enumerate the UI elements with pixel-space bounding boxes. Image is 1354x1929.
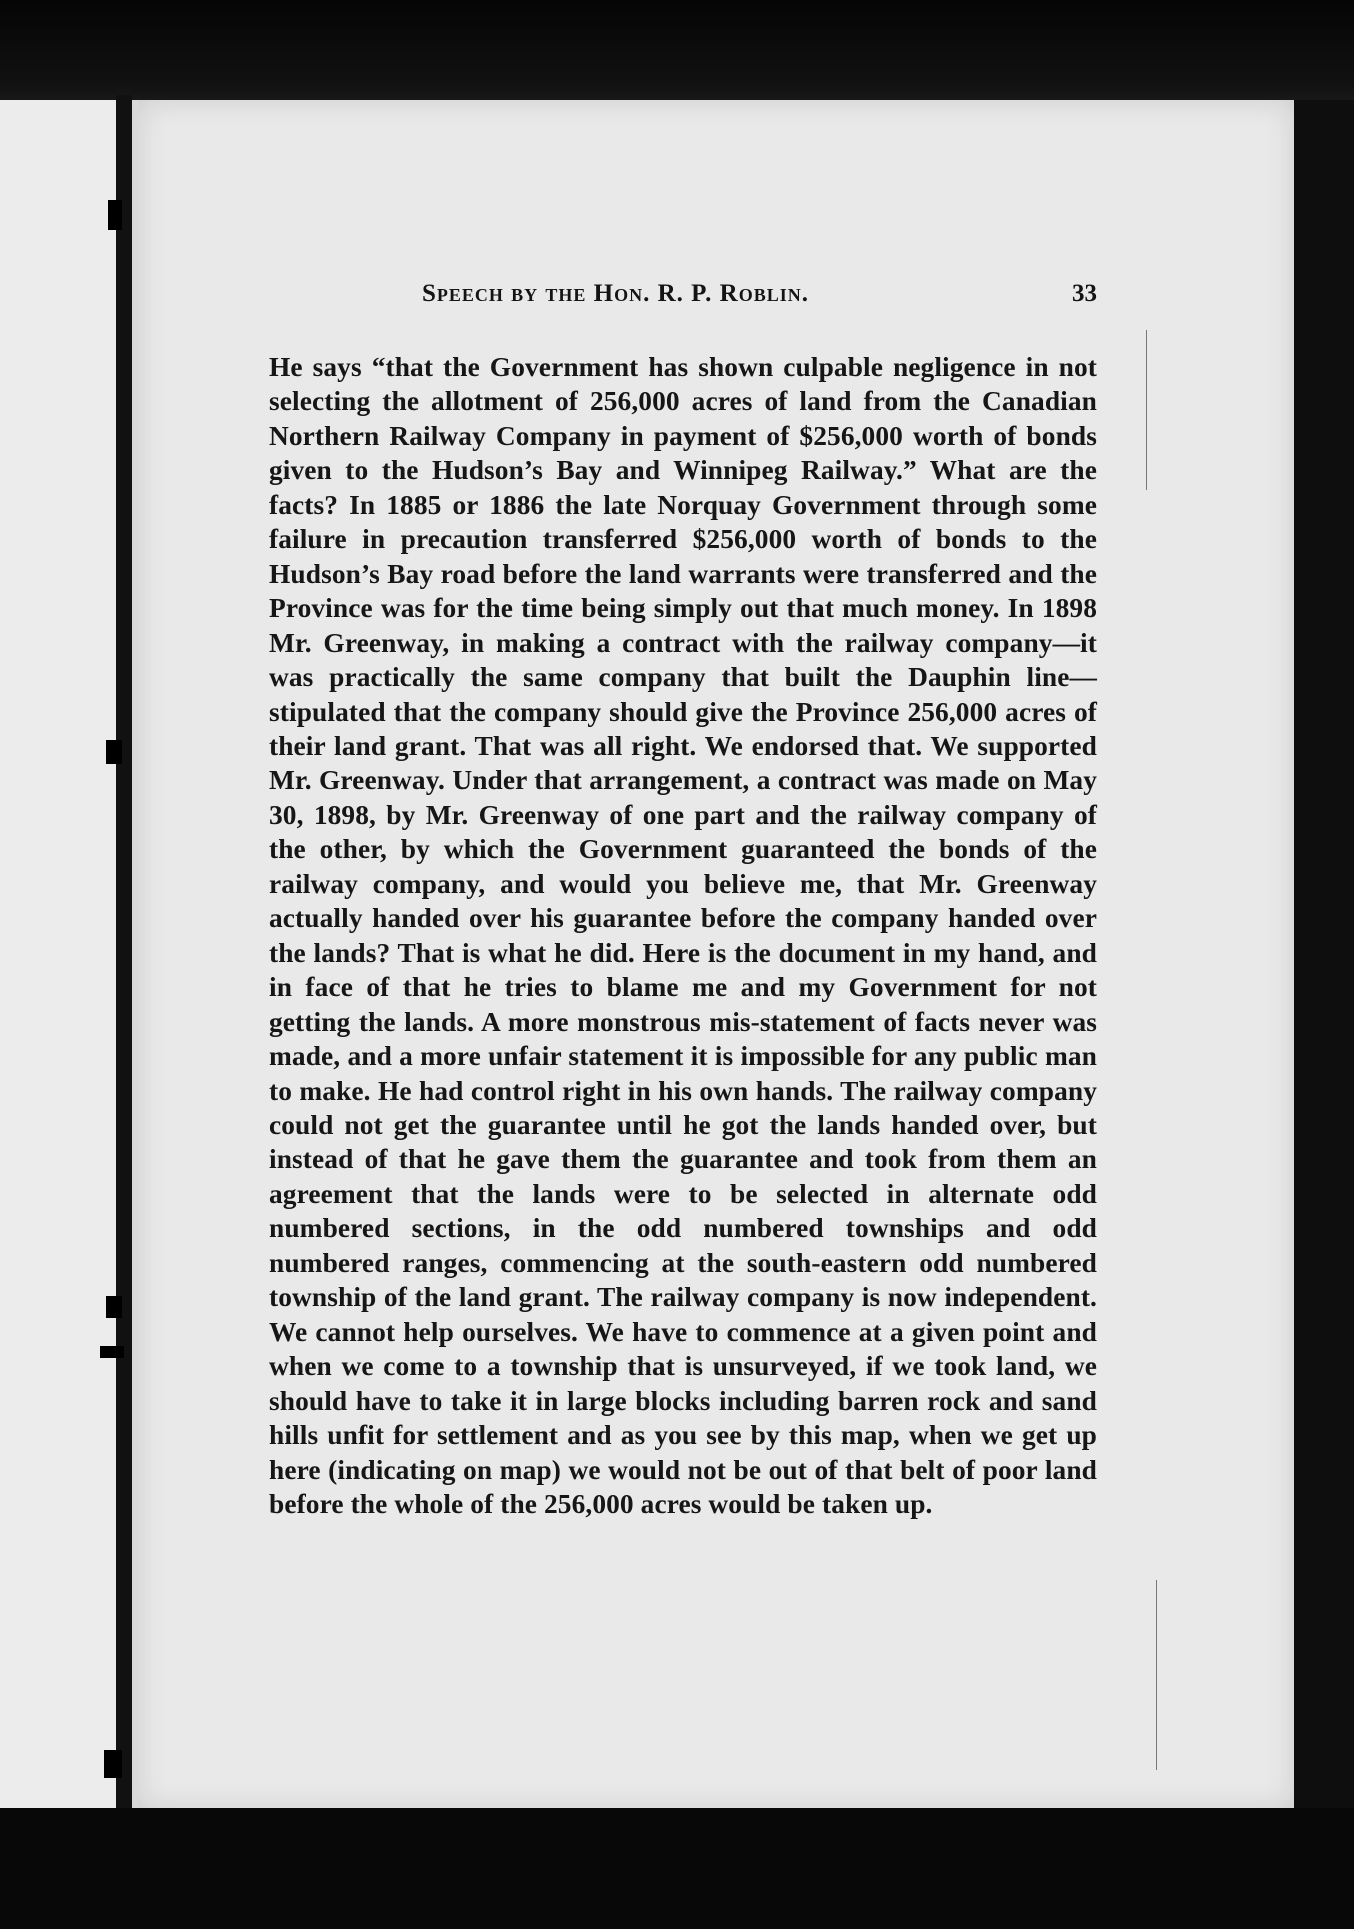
bottom-scan-border	[0, 1808, 1354, 1929]
book-spine	[116, 95, 132, 1810]
right-scan-border	[1294, 100, 1354, 1810]
page-number: 33	[1072, 280, 1097, 307]
page-edge-line	[1156, 1580, 1157, 1770]
facing-page-edge	[0, 100, 122, 1810]
top-scan-border	[0, 0, 1354, 105]
spine-mark	[104, 1750, 122, 1778]
speech-paragraph: He says “that the Government has shown culpable negligence in not selecting the allotment of 256,000 acres of land from the Canadian Northern Railway Company in payment of $256,000 worth of bonds given to the Hudson’s Bay and Winnipeg Railway.” What are the facts? In 1885 or 1886 the late Norquay Government through some failure in precaution transferred $256,000 worth of bonds to the Hudson’s Bay road before the land warrants were transferred and the Province was for the time being simply out that much money. In 1898 Mr. Greenway, in making a contract with the railway company—it was practically the same company that built the Dauphin line—stipulated that the company should give the Province 256,000 acres of their land grant. That was all right. We endorsed that. We supported Mr. Greenway. Under that arrangement, a contract was made on May 30, 1898, by Mr. Greenway of one part and the railway company of the other, by which the Government guaranteed the bonds of the railway company, and would you believe me, that Mr. Greenway actually handed over his guarantee before the company handed over the lands? That is what he did. Here is the document in my hand, and in face of that he tries to blame me and my Government for not getting the lands. A more monstrous mis-statement of facts never was made, and a more unfair statement it is impossible for any public man to make. He had control right in his own hands. The railway company could not get the guarantee until he got the lands handed over, but instead of that he gave them the guarantee and took from them an agreement that the lands were to be selected in alternate odd numbered sections, in the odd numbered townships and odd numbered ranges, commencing at the south-eastern odd numbered township of the land grant. The railway company is now independent. We cannot help ourselves. We have to commence at a given point and when we come to a township that is unsurveyed, if we took land, we should have to take it in large blocks including barren rock and sand hills unfit for settlement and as you see by this map, when we get up here (indicating on map) we would not be out of that belt of poor land before the whole of the 256,000 acres would be taken up.	[269, 352, 1097, 1519]
running-head: Speech by the Hon. R. P. Roblin.	[422, 280, 809, 307]
page-edge-line	[1146, 330, 1147, 490]
spine-mark	[100, 1346, 124, 1358]
spine-mark	[106, 740, 122, 764]
spine-mark	[108, 200, 122, 230]
spine-mark	[106, 1296, 122, 1318]
page-header	[287, 278, 1097, 314]
